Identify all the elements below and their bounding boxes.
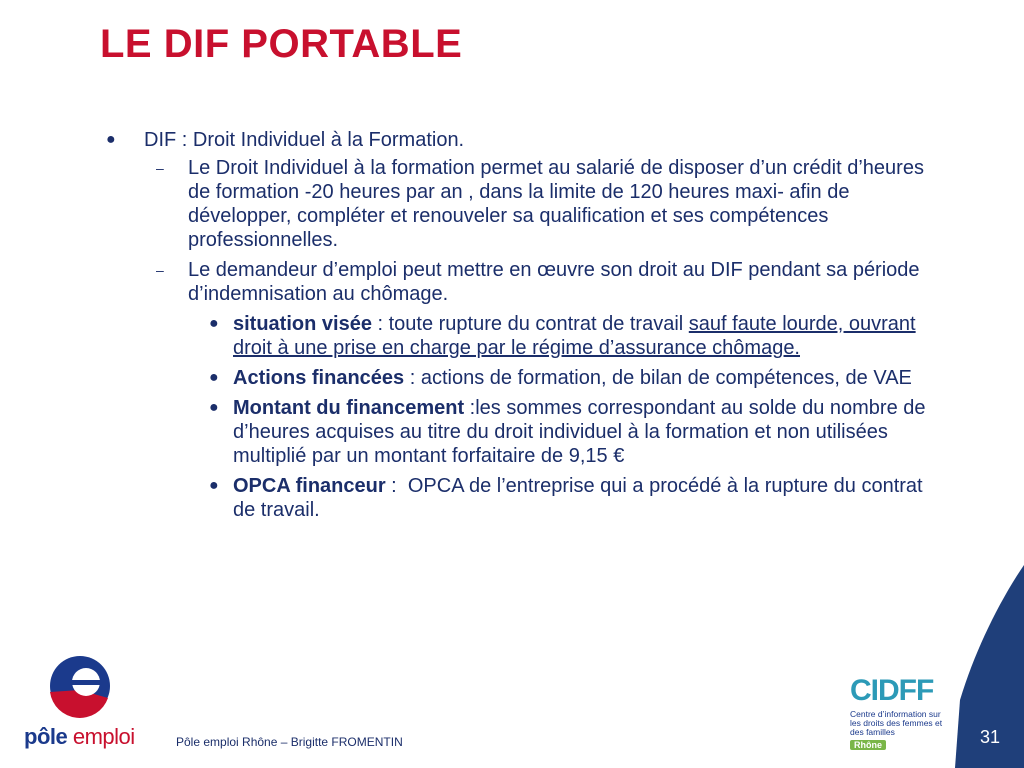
dash-icon: – bbox=[156, 160, 164, 176]
detail-label: Montant du financement bbox=[233, 397, 465, 419]
bullet-text: DIF : Droit Individuel à la Formation. bbox=[144, 129, 465, 151]
cidff-subtitle: Centre d’information sur les droits des femmes et des familles bbox=[850, 709, 943, 737]
cidff-region: Rhône bbox=[850, 740, 886, 750]
dot-icon: ● bbox=[209, 315, 219, 332]
dot-icon: ● bbox=[209, 399, 219, 416]
dot-icon: ● bbox=[209, 369, 219, 386]
slide-title: LE DIF PORTABLE bbox=[100, 22, 463, 66]
dot-icon: ● bbox=[209, 477, 219, 494]
pole-emploi-wordmark bbox=[24, 724, 135, 750]
detail-label: OPCA financeur bbox=[233, 475, 386, 497]
sub-bullet-text: Le demandeur d’emploi peut mettre en œuvre son droit au DIF pendant sa période d’indemnisation au chômage. bbox=[188, 259, 920, 305]
detail-underlined: sauf faute lourde, ouvrant droit à une prise en charge par le régime d’assurance chômage. bbox=[233, 313, 916, 359]
detail-separator: : bbox=[404, 367, 421, 389]
detail-separator: : bbox=[464, 397, 476, 419]
footer-credit: Pôle emploi Rhône – Brigitte FROMENTIN bbox=[176, 735, 403, 749]
detail-label: situation visée bbox=[233, 313, 372, 335]
emploi-word: emploi bbox=[67, 724, 135, 749]
detail-text: OPCA de l’entreprise qui a procédé à la rupture du contrat de travail. bbox=[233, 475, 923, 521]
detail-separator: : bbox=[385, 475, 408, 497]
dash-icon: – bbox=[156, 262, 164, 278]
cidff-name: CIDFF bbox=[850, 674, 934, 707]
bullet-icon: ● bbox=[106, 131, 116, 148]
cidff-logo bbox=[844, 668, 954, 754]
pole-word: pôle bbox=[24, 724, 68, 749]
detail-text: les sommes correspondant au solde du nombre de d’heures acquises au titre du droit individuel à la formation et non utilisées multiplié par un montant forfaitaire de 9,15 € bbox=[233, 397, 926, 467]
detail-text: toute rupture du contrat de travail bbox=[388, 313, 689, 335]
sub-bullet-text: Le Droit Individuel à la formation permet au salarié de disposer d’un crédit d’heures de formation -20 heures par an , dans la limite de 120 heures maxi- afin de développer, compléter et renouveler sa qualification et ses compétences professionnelles. bbox=[188, 157, 924, 251]
detail-label: Actions financées bbox=[233, 367, 405, 389]
detail-separator: : bbox=[371, 313, 389, 335]
page-number: 31 bbox=[979, 727, 1000, 747]
detail-text: actions de formation, de bilan de compétences, de VAE bbox=[420, 367, 912, 389]
